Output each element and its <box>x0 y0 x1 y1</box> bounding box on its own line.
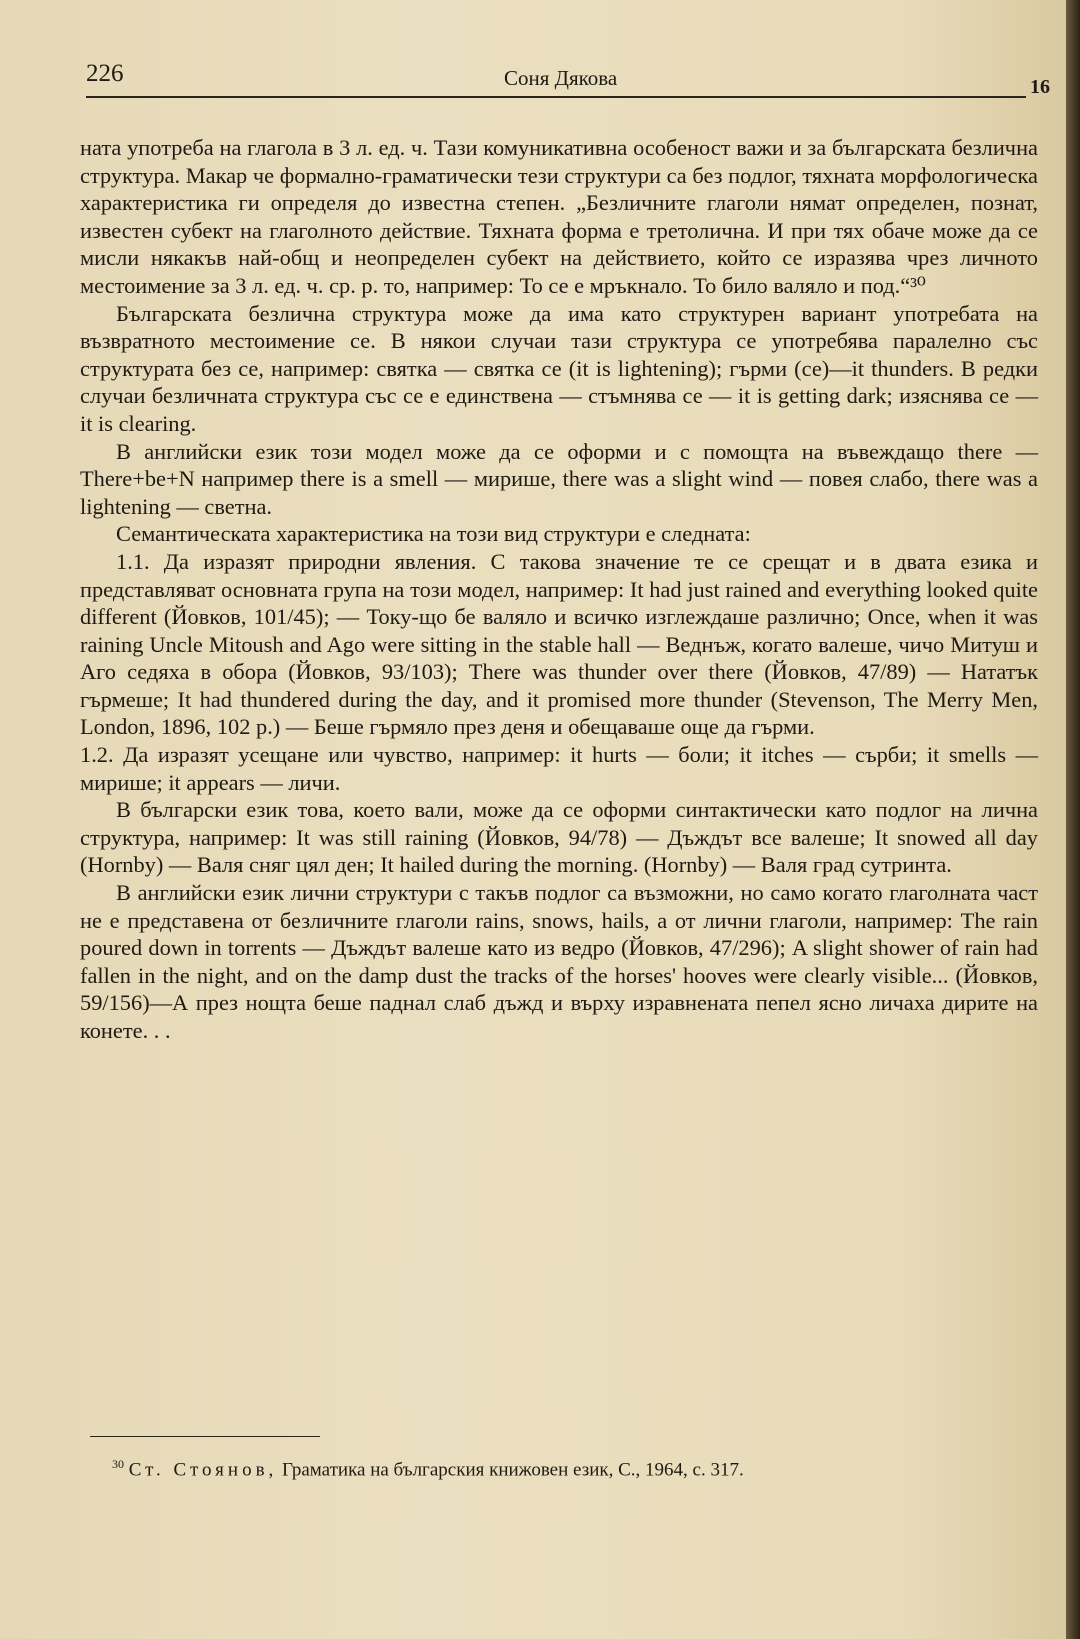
paragraph-subject-bulgarian: В български език това, което вали, може да се оформи синтактически като подлог на лична структура, например: It was still raining (Йовков, 94/78) — Дъждът все валеше; It snowed all day (Hornby) — Валя сняг цял ден; It hailed during the morning. (Hornby) — Валя град сутринта. <box>80 797 1038 878</box>
paragraph-there-construction: В английски език този модел може да се оформи и с помощта на въвеждащо there — There+be+N например there is a smell — мирише, there was a slight wind — повея слабо, there was a lightening — светна. <box>80 438 1038 519</box>
paragraph-sensations: 1.2. Да изразят усещане или чувство, например: it hurts — боли; it itches — сърби; it smells — мирише; it appears — личи. <box>80 742 1038 795</box>
page-header <box>86 56 1050 98</box>
footnote-text: Граматика на българския книжовен език, С., 1964, с. 317. <box>282 1459 744 1481</box>
paragraph-reflexive-variant: Българската безлична структура може да има като структурен вариант употребата на възвратното местоимение се. В някои случаи тази структура се употребява паралелно със структурата без се, например: святка — святка се (it is lightening); гърми (се)—it thunders. В редки случаи безличната структура със се е единствена — стъмнява се — it is getting dark; изяснява се — it is clearing. <box>80 300 1038 436</box>
book-spine-edge <box>1066 0 1080 1639</box>
footnote-author: Ст. Стоянов, <box>128 1459 278 1481</box>
body-text <box>80 134 1038 1045</box>
paragraph-continuation: ната употреба на глагола в 3 л. ед. ч. Тази комуникативна особеност важи и за българската безлична структура. Макар че формално-граматически тези структури са без подлог, тяхната морфологическа характеристика ги определя до известна степен. „Безличните глаголи нямат определен, познат, известен субект на глаголното действие. Тяхната форма е третолична. И при тях обаче може да се мисли някакъв най-общ и неопределен субект на действието, който се изразява чрез личното местоимение за 3 л. ед. ч. ср. р. то, например: То се е мръкнало. То било валяло и под.“³⁰ <box>80 135 1038 298</box>
paragraph-natural-phenomena: 1.1. Да изразят природни явления. С такова значение те се срещат и в двата езика и представляват основната група на този модел, например: It had just rained and everything looked quite different (Йовков, 101/45); — Току-що бе валяло и всичко изглеждаше различно; Once, when it was raining Uncle Mitoush and Ago were sitting in the stable hall — Веднъж, когато валеше, чичо Митуш и Аго седяха в обора (Йовков, 93/103); There was thunder over there (Йовков, 47/89) — Нататък гърмеше; It had thundered during the day, and it promised more thunder (Stevenson, The Merry Men, London, 1896, 102 p.) — Беше гърмяло през деня и обещаваше още да гърми. <box>80 548 1038 740</box>
footnote <box>112 1452 1032 1482</box>
paragraph-semantic-intro: Семантическата характеристика на този вид структури е следната: <box>116 521 751 547</box>
footnote-rule <box>90 1436 320 1437</box>
running-title: Соня Дякова <box>504 66 618 90</box>
footnote-number: 30 <box>112 1457 124 1471</box>
signature-mark: 16 <box>1030 76 1050 98</box>
paragraph-subject-english: В английски език лични структури с такъв подлог са възможни, но само когато глаголната част не е представена от безличните глаголи rains, snows, hails, а от лични глаголи, например: The rain poured down in torrents — Дъждът валеше като из ведро (Йовков, 47/296); A slight shower of rain had fallen in the night, and on the damp dust the tracks of the horses' hooves were clearly visible... (Йовков, 59/156)—А през нощта беше паднал слаб дъжд и върху изравнената пепел ясно личаха дирите на конете. . . <box>80 880 1038 1043</box>
header-rule <box>86 96 1026 98</box>
page-number: 226 <box>86 60 124 87</box>
